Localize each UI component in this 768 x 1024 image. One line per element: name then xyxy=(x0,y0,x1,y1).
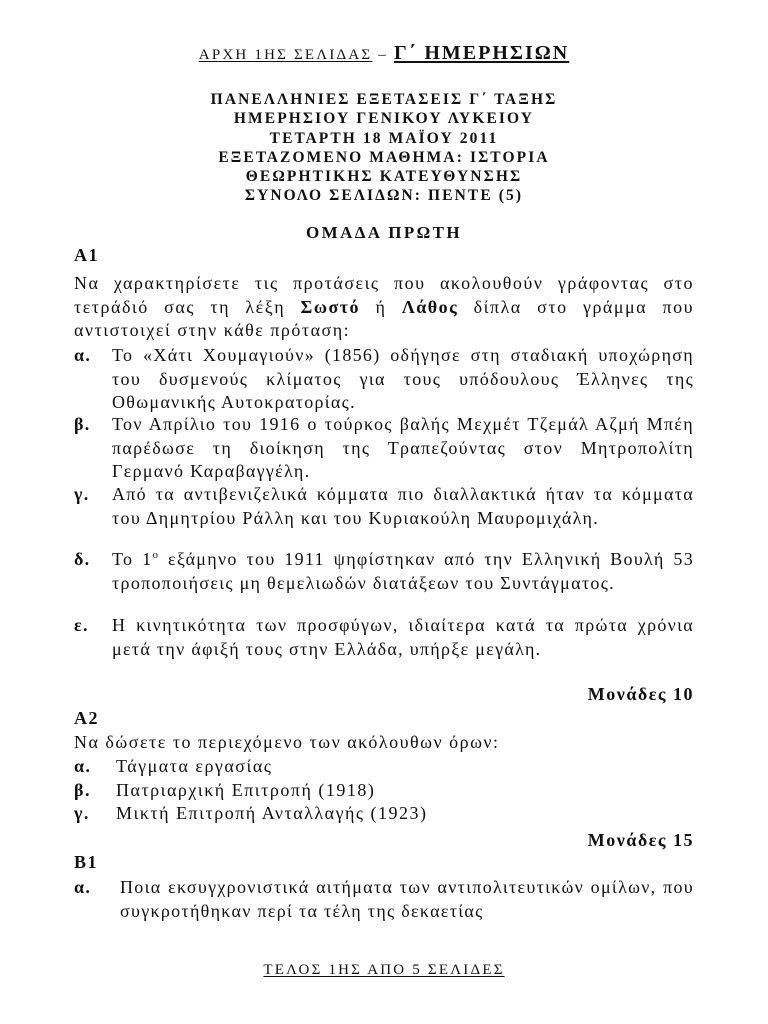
header-right: Γ΄ ΗΜΕΡΗΣΙΩΝ xyxy=(393,42,570,64)
b1-item xyxy=(74,876,694,923)
header-dash: – xyxy=(372,47,394,63)
item-label: α. xyxy=(74,877,92,897)
section-label-a1: Α1 xyxy=(74,245,99,265)
exam-info-line: ΘΕΩΡΗΤΙΚΗΣ ΚΑΤΕΥΘΥΝΣΗΣ xyxy=(245,168,523,186)
exam-info-line: ΠΑΝΕΛΛΗΝΙΕΣ ΕΞΕΤΑΣΕΙΣ Γ΄ ΤΑΞΗΣ xyxy=(210,91,558,108)
a1-instructions xyxy=(74,272,694,343)
header-left: ΑΡΧΗ 1ΗΣ ΣΕΛΙΔΑΣ xyxy=(198,47,373,63)
item-label: β. xyxy=(74,780,91,800)
a1-marks: Μονάδες 10 xyxy=(587,684,694,704)
item-text-after: εξάμηνο του 1911 ψηφίστηκαν από την Ελληνική Βουλή 53 τροποποιήσεις μη θεμελιωδών διατάξεων του Συντάγματος. xyxy=(112,549,694,593)
group-title: ΟΜΑΔΑ ΠΡΩΤΗ xyxy=(306,223,462,242)
item-text: Πατριαρχική Επιτροπή (1918) xyxy=(116,780,376,800)
a1-item xyxy=(74,344,694,415)
item-label: α. xyxy=(74,756,92,776)
exam-info xyxy=(0,90,768,206)
item-label: δ. xyxy=(74,549,91,569)
item-text: Τάγματα εργασίας xyxy=(116,756,273,776)
item-superscript: ο xyxy=(152,549,160,561)
item-text: Η κινητικότητα των προσφύγων, ιδιαίτερα κατά τα πρώτα χρόνια μετά την άφιξή τους στην Ελλάδα, υπήρξε μεγάλη. xyxy=(112,615,694,659)
a2-item xyxy=(74,780,694,801)
exam-info-line: ΗΜΕΡΗΣΙΟΥ ΓΕΝΙΚΟΥ ΛΥΚΕΙΟΥ xyxy=(233,110,535,128)
a1-item xyxy=(74,483,694,530)
a2-item xyxy=(74,756,694,777)
item-text-before: Το 1 xyxy=(112,549,153,569)
item-text: Μικτή Επιτροπή Ανταλλαγής (1923) xyxy=(116,803,428,823)
item-text: Από τα αντιβενιζελικά κόμματα πιο διαλλακτικά ήταν τα κόμματα του Δημητρίου Ράλλη και του Κυριακούλη Μαυρομιχάλη. xyxy=(112,484,694,528)
item-label: γ. xyxy=(74,484,90,504)
a2-instructions: Να δώσετε το περιεχόμενο των ακόλουθων όρων: xyxy=(74,732,500,752)
item-text xyxy=(112,548,694,595)
a2-item xyxy=(74,803,694,824)
section-label-a2: Α2 xyxy=(74,708,99,728)
a1-item xyxy=(74,548,694,595)
a1-instr-or: ή xyxy=(360,296,402,317)
section-label-b1: Β1 xyxy=(74,852,99,872)
word-false: Λάθος xyxy=(401,296,459,317)
item-label: α. xyxy=(74,345,92,365)
item-text: Τον Απρίλιο του 1916 ο τούρκος βαλής Μεχμέτ Τζεμάλ Αζμή Μπέη παρέδωσε τη διοίκηση της Τραπεζούντας στον Μητροπολίτη Γερμανό Καραβαγγέλη. xyxy=(112,414,694,481)
item-label: γ. xyxy=(74,803,90,823)
page-footer: ΤΕΛΟΣ 1ΗΣ ΑΠΟ 5 ΣΕΛΙΔΕΣ xyxy=(263,962,505,978)
a2-marks: Μονάδες 15 xyxy=(587,830,694,850)
exam-info-line: ΕΞΕΤΑΖΟΜΕΝΟ ΜΑΘΗΜΑ: ΙΣΤΟΡΙΑ xyxy=(218,148,550,166)
item-label: β. xyxy=(74,414,91,434)
exam-info-line: ΤΕΤΑΡΤΗ 18 ΜΑΪΟΥ 2011 xyxy=(269,129,499,147)
exam-info-line: ΣΥΝΟΛΟ ΣΕΛΙΔΩΝ: ΠΕΝΤΕ (5) xyxy=(244,187,524,205)
item-text: Ποια εκσυγχρονιστικά αιτήματα των αντιπολιτευτικών ομίλων, που συγκροτήθηκαν περί τα τέλη της δεκαετίας xyxy=(120,877,694,921)
a1-item xyxy=(74,614,694,661)
item-label: ε. xyxy=(74,615,89,635)
item-text: Το «Χάτι Χουμαγιούν» (1856) οδήγησε στη σταδιακή υποχώρηση του δυσμενούς κλίματος για τους υπόδουλους Έλληνες της Οθωμανικής Αυτοκρατορίας. xyxy=(112,345,694,412)
page-header xyxy=(0,42,768,65)
a1-instr-after: δίπλα στο γράμμα που αντιστοιχεί στην κάθε πρόταση: xyxy=(74,296,694,340)
a1-instr-before: Να χαρακτηρίσετε τις προτάσεις που ακολουθούν γράφοντας στο τετράδιό σας τη λέξη xyxy=(74,273,694,317)
word-true: Σωστό xyxy=(300,296,361,317)
a1-item xyxy=(74,413,694,484)
